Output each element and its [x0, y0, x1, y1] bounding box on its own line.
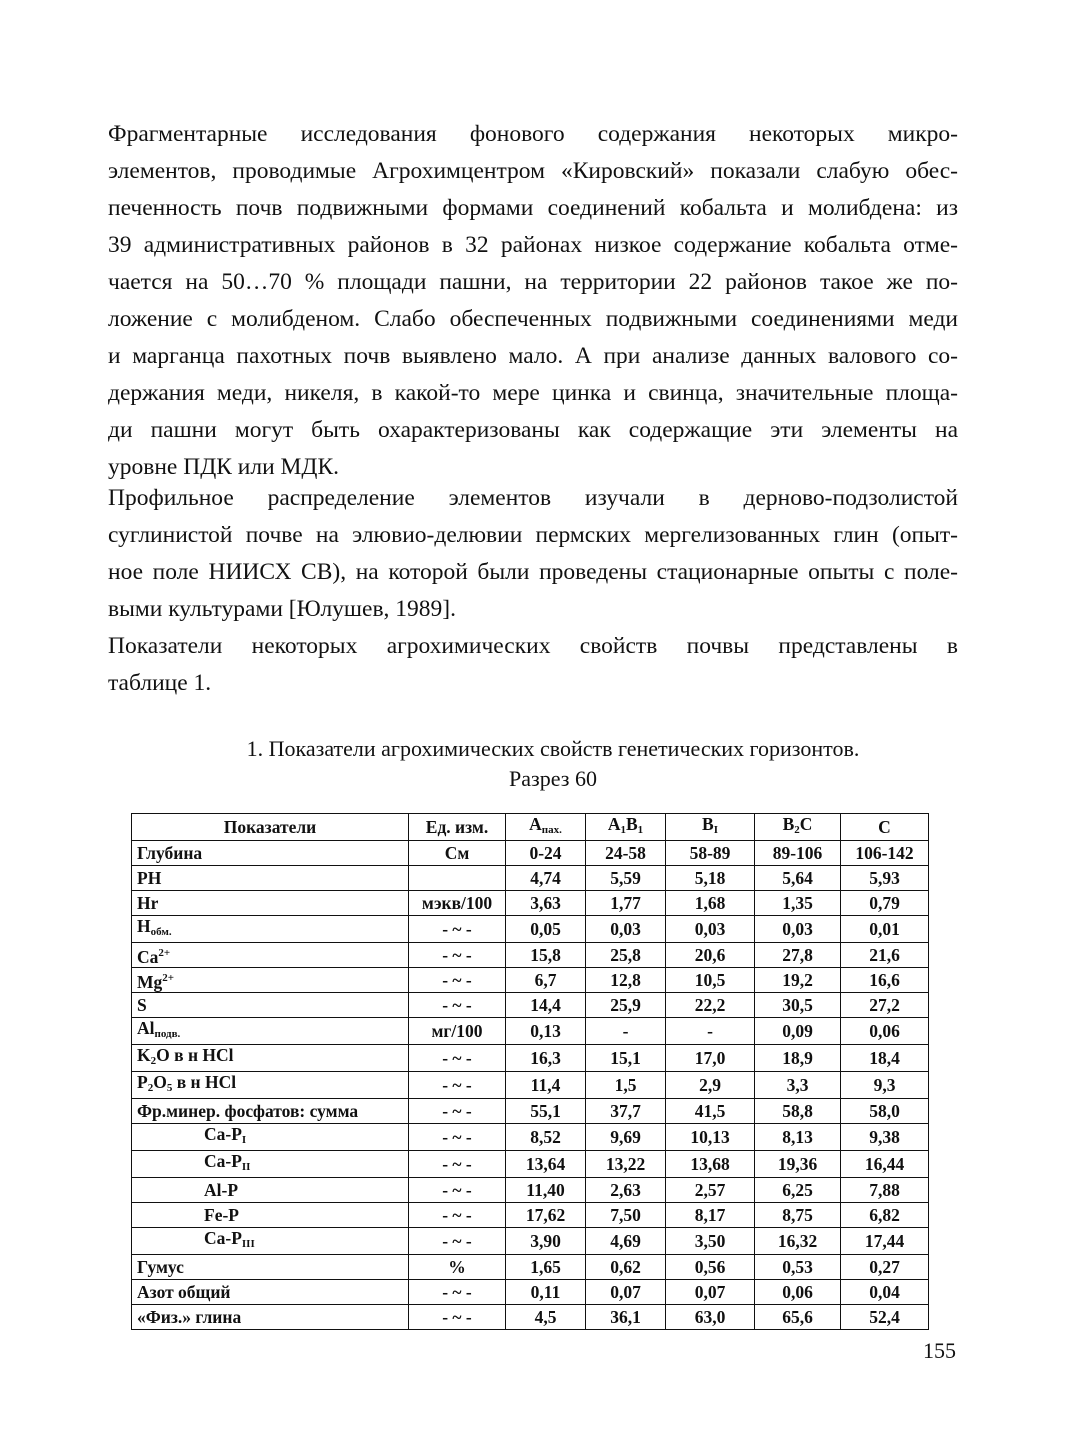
header-horizon-a1b1: $A_1B_1$	[586, 814, 666, 841]
cell-value: 8,52	[506, 1124, 586, 1151]
cell-value: 0,03	[666, 916, 755, 943]
cell-value: 8,13	[755, 1124, 841, 1151]
cell-value: 6,82	[841, 1203, 929, 1228]
table-row	[132, 1228, 929, 1255]
cell-value: 106-142	[841, 841, 929, 866]
row-indicator: $Ca-P_{II}$	[132, 1151, 409, 1178]
text-line: Фрагментарные исследования фонового содержания некоторых микро-	[108, 121, 958, 147]
table-row	[132, 866, 929, 891]
cell-value: 18,4	[841, 1045, 929, 1072]
text-line: таблице 1.	[108, 670, 212, 696]
row-indicator: $H_{обм.}$	[132, 916, 409, 943]
row-indicator: $Ca-P_{III}$	[132, 1228, 409, 1255]
cell-value: 10,13	[666, 1124, 755, 1151]
cell-value: 16,3	[506, 1045, 586, 1072]
cell-value: 58,8	[755, 1099, 841, 1124]
table-row	[132, 841, 929, 866]
cell-value: 36,1	[586, 1305, 666, 1330]
cell-value: 37,7	[586, 1099, 666, 1124]
cell-value: 16,32	[755, 1228, 841, 1255]
table-row	[132, 1099, 929, 1124]
cell-value: 12,8	[586, 968, 666, 993]
row-indicator: Фр.минер. фосфатов: сумма	[132, 1099, 409, 1124]
cell-value: 15,1	[586, 1045, 666, 1072]
row-unit: - ~ -	[409, 1280, 506, 1305]
cell-value: 13,22	[586, 1151, 666, 1178]
cell-value: 17,44	[841, 1228, 929, 1255]
row-unit: - ~ -	[409, 1178, 506, 1203]
text-line: печенность почв подвижными формами соединений кобальта и молибдена: из	[108, 195, 958, 221]
row-unit: - ~ -	[409, 943, 506, 968]
cell-value: 4,5	[506, 1305, 586, 1330]
cell-value: 11,40	[506, 1178, 586, 1203]
text-line: и марганца пахотных почв выявлено мало. А при анализе данных валового со-	[108, 343, 958, 369]
cell-value: 0,01	[841, 916, 929, 943]
cell-value: 3,50	[666, 1228, 755, 1255]
text-line: держания меди, никеля, в какой-то мере цинка и свинца, значительные площа-	[108, 380, 958, 406]
cell-value: 5,18	[666, 866, 755, 891]
table-row	[132, 943, 929, 968]
cell-value: 30,5	[755, 993, 841, 1018]
cell-value: 17,0	[666, 1045, 755, 1072]
table-row	[132, 916, 929, 943]
cell-value: 25,8	[586, 943, 666, 968]
cell-value: 3,3	[755, 1072, 841, 1099]
cell-value: 6,25	[755, 1178, 841, 1203]
row-unit: - ~ -	[409, 1228, 506, 1255]
row-unit: %	[409, 1255, 506, 1280]
cell-value: -	[586, 1018, 666, 1045]
header-horizon-b2c: $B_2C$	[755, 814, 841, 841]
cell-value: 4,74	[506, 866, 586, 891]
header-horizon-bi: $B_I$	[666, 814, 755, 841]
cell-value: 58,0	[841, 1099, 929, 1124]
table-row	[132, 1178, 929, 1203]
cell-value: 18,9	[755, 1045, 841, 1072]
cell-value: 5,93	[841, 866, 929, 891]
cell-value: 0,56	[666, 1255, 755, 1280]
row-indicator: $K_2O$ в н HCl	[132, 1045, 409, 1072]
cell-value: 0,04	[841, 1280, 929, 1305]
cell-value: 27,2	[841, 993, 929, 1018]
text-line: 39 административных районов в 32 районах низкое содержание кобальта отме-	[108, 232, 958, 258]
paragraph-microelements	[108, 116, 958, 486]
cell-value: -	[666, 1018, 755, 1045]
cell-value: 16,6	[841, 968, 929, 993]
cell-value: 0,09	[755, 1018, 841, 1045]
text-line: уровне ПДК или МДК.	[108, 454, 340, 480]
table-row	[132, 1018, 929, 1045]
cell-value: 2,9	[666, 1072, 755, 1099]
cell-value: 63,0	[666, 1305, 755, 1330]
paragraph-table-reference	[108, 628, 958, 702]
cell-value: 0,27	[841, 1255, 929, 1280]
cell-value: 13,68	[666, 1151, 755, 1178]
cell-value: 19,36	[755, 1151, 841, 1178]
cell-value: 13,64	[506, 1151, 586, 1178]
text-line: выми культурами [Юлушев, 1989].	[108, 596, 456, 622]
cell-value: 55,1	[506, 1099, 586, 1124]
row-indicator: S	[132, 993, 409, 1018]
row-unit: - ~ -	[409, 993, 506, 1018]
row-unit	[409, 866, 506, 891]
table-row	[132, 1255, 929, 1280]
header-unit: Ед. изм.	[409, 814, 506, 841]
table-row	[132, 1045, 929, 1072]
row-indicator: $Mg^{2+}$	[132, 968, 409, 993]
row-unit: - ~ -	[409, 1124, 506, 1151]
cell-value: 0,53	[755, 1255, 841, 1280]
cell-value: 7,50	[586, 1203, 666, 1228]
cell-value: 11,4	[506, 1072, 586, 1099]
cell-value: 0,13	[506, 1018, 586, 1045]
row-indicator: $P_2O_5$ в н HCl	[132, 1072, 409, 1099]
table-row	[132, 891, 929, 916]
cell-value: 9,69	[586, 1124, 666, 1151]
table-caption: 1. Показатели агрохимических свойств генетических горизонтов.	[246, 736, 860, 761]
cell-value: 2,63	[586, 1178, 666, 1203]
cell-value: 0,03	[755, 916, 841, 943]
table-row	[132, 1280, 929, 1305]
row-unit: См	[409, 841, 506, 866]
cell-value: 9,3	[841, 1072, 929, 1099]
cell-value: 10,5	[666, 968, 755, 993]
cell-value: 8,75	[755, 1203, 841, 1228]
row-indicator: Гумус	[132, 1255, 409, 1280]
text-line: ложение с молибденом. Слабо обеспеченных подвижными соединениями меди	[108, 306, 958, 332]
cell-value: 0,06	[841, 1018, 929, 1045]
cell-value: 1,77	[586, 891, 666, 916]
text-line: ди пашни могут быть охарактеризованы как содержащие эти элементы на	[108, 417, 958, 443]
row-indicator: «Физ.» глина	[132, 1305, 409, 1330]
row-unit: - ~ -	[409, 916, 506, 943]
cell-value: 0-24	[506, 841, 586, 866]
cell-value: 25,9	[586, 993, 666, 1018]
table-row	[132, 1203, 929, 1228]
cell-value: 3,63	[506, 891, 586, 916]
header-indicator: Показатели	[132, 814, 409, 841]
row-indicator: $Ca-P_I$	[132, 1124, 409, 1151]
cell-value: 52,4	[841, 1305, 929, 1330]
row-unit: мэкв/100	[409, 891, 506, 916]
cell-value: 19,2	[755, 968, 841, 993]
row-unit: мг/100	[409, 1018, 506, 1045]
cell-value: 0,06	[755, 1280, 841, 1305]
cell-value: 4,69	[586, 1228, 666, 1255]
cell-value: 27,8	[755, 943, 841, 968]
cell-value: 0,79	[841, 891, 929, 916]
cell-value: 15,8	[506, 943, 586, 968]
row-unit: - ~ -	[409, 1203, 506, 1228]
paragraph-profile-distribution	[108, 480, 958, 628]
table-caption-subtitle: Разрез 60	[509, 766, 597, 791]
cell-value: 0,07	[666, 1280, 755, 1305]
cell-value: 0,07	[586, 1280, 666, 1305]
cell-value: 24-58	[586, 841, 666, 866]
row-indicator: PH	[132, 866, 409, 891]
text-line: суглинистой почве на элювио-делювии пермских мергелизованных глин (опыт-	[108, 522, 958, 548]
row-unit: - ~ -	[409, 1099, 506, 1124]
cell-value: 2,57	[666, 1178, 755, 1203]
row-unit: - ~ -	[409, 1072, 506, 1099]
cell-value: 1,68	[666, 891, 755, 916]
table-body	[132, 841, 929, 1330]
cell-value: 17,62	[506, 1203, 586, 1228]
cell-value: 41,5	[666, 1099, 755, 1124]
cell-value: 65,6	[755, 1305, 841, 1330]
cell-value: 0,62	[586, 1255, 666, 1280]
table-row	[132, 1151, 929, 1178]
row-indicator: Азот общий	[132, 1280, 409, 1305]
cell-value: 89-106	[755, 841, 841, 866]
cell-value: 21,6	[841, 943, 929, 968]
row-indicator: Глубина	[132, 841, 409, 866]
row-unit: - ~ -	[409, 1305, 506, 1330]
cell-value: 0,11	[506, 1280, 586, 1305]
text-line: элементов, проводимые Агрохимцентром «Кировский» показали слабую обес-	[108, 158, 958, 184]
row-indicator: Al-P	[132, 1178, 409, 1203]
text-line: Показатели некоторых агрохимических свойств почвы представлены в	[108, 633, 958, 659]
cell-value: 1,5	[586, 1072, 666, 1099]
table-row	[132, 968, 929, 993]
agrochemical-table	[131, 813, 929, 1330]
cell-value: 14,4	[506, 993, 586, 1018]
header-horizon-apah: $A_{пах.}$	[506, 814, 586, 841]
cell-value: 22,2	[666, 993, 755, 1018]
table-row	[132, 993, 929, 1018]
row-indicator: $Al_{подв.}$	[132, 1018, 409, 1045]
row-indicator: $Ca^{2+}$	[132, 943, 409, 968]
row-indicator: Hr	[132, 891, 409, 916]
row-indicator: Fe-P	[132, 1203, 409, 1228]
cell-value: 5,59	[586, 866, 666, 891]
cell-value: 0,03	[586, 916, 666, 943]
cell-value: 0,05	[506, 916, 586, 943]
cell-value: 7,88	[841, 1178, 929, 1203]
table-row	[132, 1124, 929, 1151]
cell-value: 6,7	[506, 968, 586, 993]
row-unit: - ~ -	[409, 1151, 506, 1178]
cell-value: 20,6	[666, 943, 755, 968]
text-line: Профильное распределение элементов изучали в дерново-подзолистой	[108, 485, 958, 511]
table-row	[132, 1305, 929, 1330]
row-unit: - ~ -	[409, 968, 506, 993]
table-row	[132, 1072, 929, 1099]
cell-value: 58-89	[666, 841, 755, 866]
cell-value: 5,64	[755, 866, 841, 891]
row-unit: - ~ -	[409, 1045, 506, 1072]
cell-value: 9,38	[841, 1124, 929, 1151]
text-line: чается на 50…70 % площади пашни, на территории 22 районов такое же по-	[108, 269, 958, 295]
cell-value: 1,35	[755, 891, 841, 916]
text-line: ное поле НИИСХ СВ), на которой были проведены стационарные опыты с поле-	[108, 559, 958, 585]
header-horizon-c: C	[841, 814, 929, 841]
cell-value: 3,90	[506, 1228, 586, 1255]
cell-value: 16,44	[841, 1151, 929, 1178]
cell-value: 8,17	[666, 1203, 755, 1228]
table-header-row	[132, 814, 929, 841]
cell-value: 1,65	[506, 1255, 586, 1280]
page-number: 155	[923, 1338, 956, 1363]
